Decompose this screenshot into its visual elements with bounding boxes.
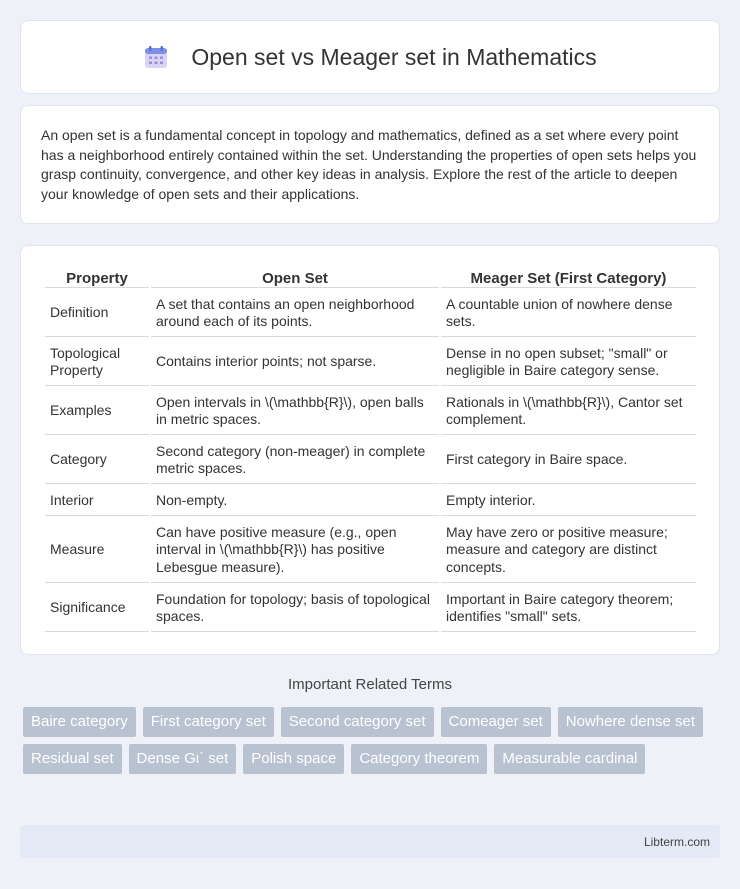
column-header-property: Property bbox=[45, 268, 149, 288]
table-cell-property: Definition bbox=[45, 290, 149, 337]
related-term-tag[interactable]: Nowhere dense set bbox=[558, 707, 703, 737]
table-cell-property: Topological Property bbox=[45, 339, 149, 386]
table-cell-meager-set: May have zero or positive measure; measure and category are distinct concepts. bbox=[441, 518, 696, 583]
table-row bbox=[45, 437, 696, 484]
column-header-meager-set: Meager Set (First Category) bbox=[441, 268, 696, 288]
footer-brand-link[interactable]: Libterm.com bbox=[643, 835, 710, 849]
table-cell-property: Measure bbox=[45, 518, 149, 583]
table-row bbox=[45, 585, 696, 632]
table-cell-open-set: Second category (non-meager) in complete metric spaces. bbox=[151, 437, 439, 484]
related-term-tag[interactable]: Baire category bbox=[23, 707, 136, 737]
table-cell-property: Significance bbox=[45, 585, 149, 632]
table-cell-open-set: Foundation for topology; basis of topological spaces. bbox=[151, 585, 439, 632]
header-card bbox=[20, 20, 720, 94]
related-term-tag[interactable]: Category theorem bbox=[351, 744, 487, 774]
table-cell-meager-set: First category in Baire space. bbox=[441, 437, 696, 484]
table-cell-property: Interior bbox=[45, 486, 149, 516]
table-cell-open-set: Open intervals in \(\mathbb{R}\), open balls in metric spaces. bbox=[151, 388, 439, 435]
table-cell-meager-set: Dense in no open subset; "small" or negligible in Baire category sense. bbox=[441, 339, 696, 386]
table-cell-open-set: A set that contains an open neighborhood around each of its points. bbox=[151, 290, 439, 337]
table-cell-meager-set: Important in Baire category theorem; identifies "small" sets. bbox=[441, 585, 696, 632]
related-term-tag[interactable]: Second category set bbox=[281, 707, 434, 737]
related-term-tag[interactable]: Residual set bbox=[23, 744, 122, 774]
table-cell-open-set: Non-empty. bbox=[151, 486, 439, 516]
intro-card bbox=[20, 105, 720, 224]
table-cell-meager-set: Rationals in \(\mathbb{R}\), Cantor set complement. bbox=[441, 388, 696, 435]
table-row bbox=[45, 388, 696, 435]
column-header-open-set: Open Set bbox=[151, 268, 439, 288]
page-title: Open set vs Meager set in Mathematics bbox=[191, 43, 597, 70]
table-row bbox=[45, 339, 696, 386]
comparison-card bbox=[20, 245, 720, 655]
table-cell-open-set: Can have positive measure (e.g., open interval in \(\mathbb{R}\) has positive Lebesgue measure). bbox=[151, 518, 439, 583]
related-term-tag[interactable]: Measurable cardinal bbox=[494, 744, 645, 774]
table-row bbox=[45, 290, 696, 337]
table-cell-meager-set: A countable union of nowhere dense sets. bbox=[441, 290, 696, 337]
related-terms-list bbox=[23, 707, 713, 781]
table-cell-open-set: Contains interior points; not sparse. bbox=[151, 339, 439, 386]
related-term-tag[interactable]: Dense Gι΄ set bbox=[129, 744, 237, 774]
table-cell-property: Examples bbox=[45, 388, 149, 435]
related-term-tag[interactable]: First category set bbox=[143, 707, 274, 737]
calendar-icon bbox=[143, 44, 169, 70]
footer bbox=[20, 825, 720, 858]
table-cell-meager-set: Empty interior. bbox=[441, 486, 696, 516]
table-row bbox=[45, 486, 696, 516]
related-term-tag[interactable]: Comeager set bbox=[441, 707, 551, 737]
table-cell-property: Category bbox=[45, 437, 149, 484]
related-terms-title: Important Related Terms bbox=[288, 676, 452, 693]
comparison-table bbox=[43, 266, 698, 634]
table-header-row bbox=[45, 268, 696, 288]
intro-text: An open set is a fundamental concept in topology and mathematics, defined as a set where every point has a neighborhood entirely contained within the set. Understanding the properties of open sets helps you grasp continuity, convergence, and other key ideas in analysis. Explore the rest of the article to deepen your knowledge of open sets and their applications. bbox=[41, 127, 697, 202]
related-term-tag[interactable]: Polish space bbox=[243, 744, 344, 774]
table-row bbox=[45, 518, 696, 583]
